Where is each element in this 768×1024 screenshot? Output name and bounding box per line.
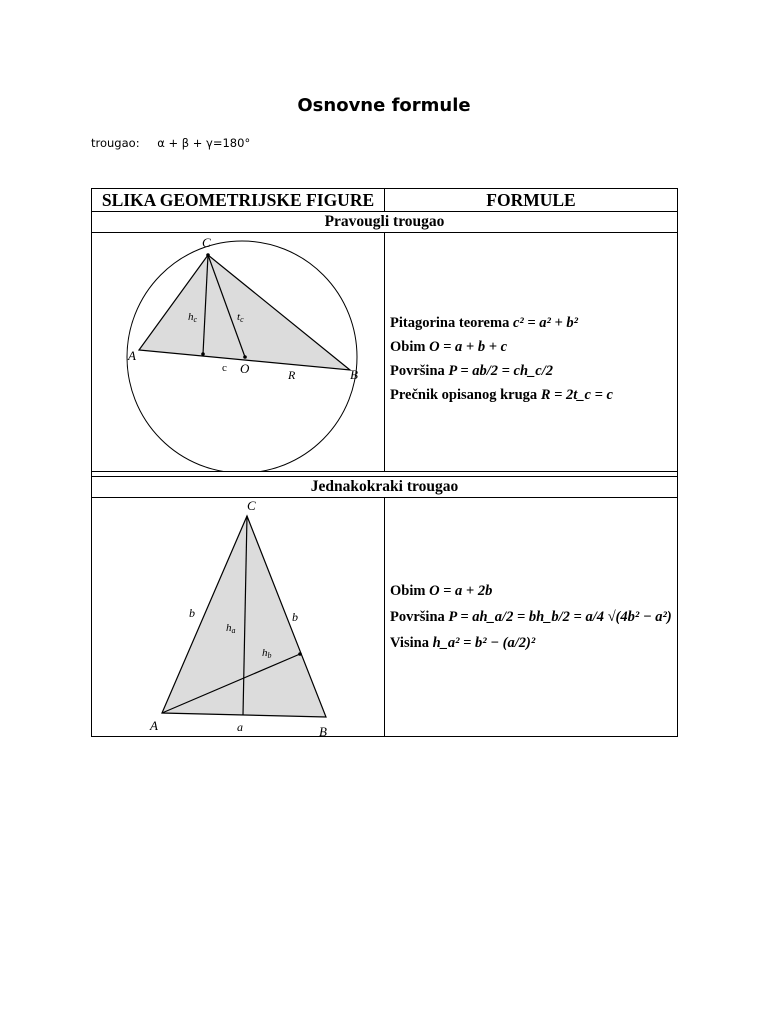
formula-expr: h_a² = b² − (a/2)²	[432, 634, 536, 651]
formula-expr: R = 2t_c = c	[540, 386, 613, 403]
formula-perimeter	[390, 339, 677, 356]
page-title: Osnovne formule	[297, 95, 471, 116]
label-ha-main: h	[226, 622, 232, 634]
label-a: a	[237, 720, 243, 734]
formula-cell-isosceles-triangle	[385, 498, 678, 737]
formula-label: Obim	[390, 582, 426, 599]
formula-expr: P = ah_a/2 = bh_b/2 = a/4 √(4b² − a²)	[448, 608, 672, 625]
intro-label: trougao:	[91, 136, 140, 150]
label-c: c	[222, 362, 227, 374]
formula-label: Visina	[390, 634, 429, 651]
formula-pythagoras	[390, 315, 677, 332]
formula-expr: O = a + b + c	[429, 338, 508, 355]
formula-expr: c² = a² + b²	[512, 314, 578, 331]
label-hb-main: h	[262, 647, 268, 659]
table-header-row	[92, 189, 678, 212]
label-B: B	[319, 724, 327, 736]
formula-height	[390, 635, 677, 652]
triangle-shape	[139, 255, 350, 370]
section-row-isosceles-triangle	[92, 498, 678, 737]
label-b-right: b	[292, 610, 298, 624]
header-figure: SLIKA GEOMETRIJSKE FIGURE	[92, 189, 385, 212]
formula-expr: O = a + 2b	[429, 582, 493, 599]
figure-cell-right-triangle	[92, 233, 385, 472]
formula-expr: P = ab/2 = ch_c/2	[448, 362, 553, 379]
intro-line	[91, 136, 250, 150]
label-A: A	[150, 718, 158, 733]
header-formulas: FORMULE	[385, 189, 678, 212]
label-b-left: b	[189, 606, 195, 620]
formula-area	[390, 363, 677, 380]
label-tc-main: t	[237, 311, 241, 323]
section-title-isosceles-triangle: Jednakokraki trougao	[92, 477, 678, 498]
label-hc-sub: c	[193, 315, 198, 324]
formula-label: Površina	[390, 362, 445, 379]
section-title-right-triangle: Pravougli trougao	[92, 212, 678, 233]
formula-label: Površina	[390, 608, 445, 625]
vertex-C-point	[206, 253, 210, 257]
formula-area	[390, 609, 677, 626]
label-C: C	[202, 235, 211, 250]
label-O: O	[240, 361, 250, 376]
formula-perimeter	[390, 583, 677, 600]
label-hc-main: h	[188, 311, 194, 323]
formula-table	[91, 188, 678, 737]
label-hb-sub: b	[267, 651, 272, 660]
label-C: C	[247, 498, 256, 513]
label-R: R	[288, 368, 296, 382]
isosceles-triangle-figure	[92, 498, 384, 736]
formula-diameter	[390, 387, 677, 404]
formula-label: Prečnik opisanog kruga	[390, 386, 538, 403]
section-title-row	[92, 477, 678, 498]
formula-label: Pitagorina teorema	[390, 314, 510, 331]
label-tc-sub: c	[240, 315, 244, 324]
formula-cell-right-triangle	[385, 233, 678, 472]
label-B: B	[350, 367, 358, 382]
label-A: A	[128, 348, 136, 363]
right-triangle-figure	[92, 233, 384, 471]
center-point-O	[243, 355, 247, 359]
label-ha-sub: a	[231, 626, 236, 635]
section-row-right-triangle	[92, 233, 678, 472]
figure-cell-isosceles-triangle	[92, 498, 385, 737]
section-title-row	[92, 212, 678, 233]
angle-sum-formula: α + β + γ=180°	[157, 136, 251, 150]
formula-label: Obim	[390, 338, 426, 355]
foot-point	[201, 352, 205, 356]
foot-point	[298, 652, 302, 656]
